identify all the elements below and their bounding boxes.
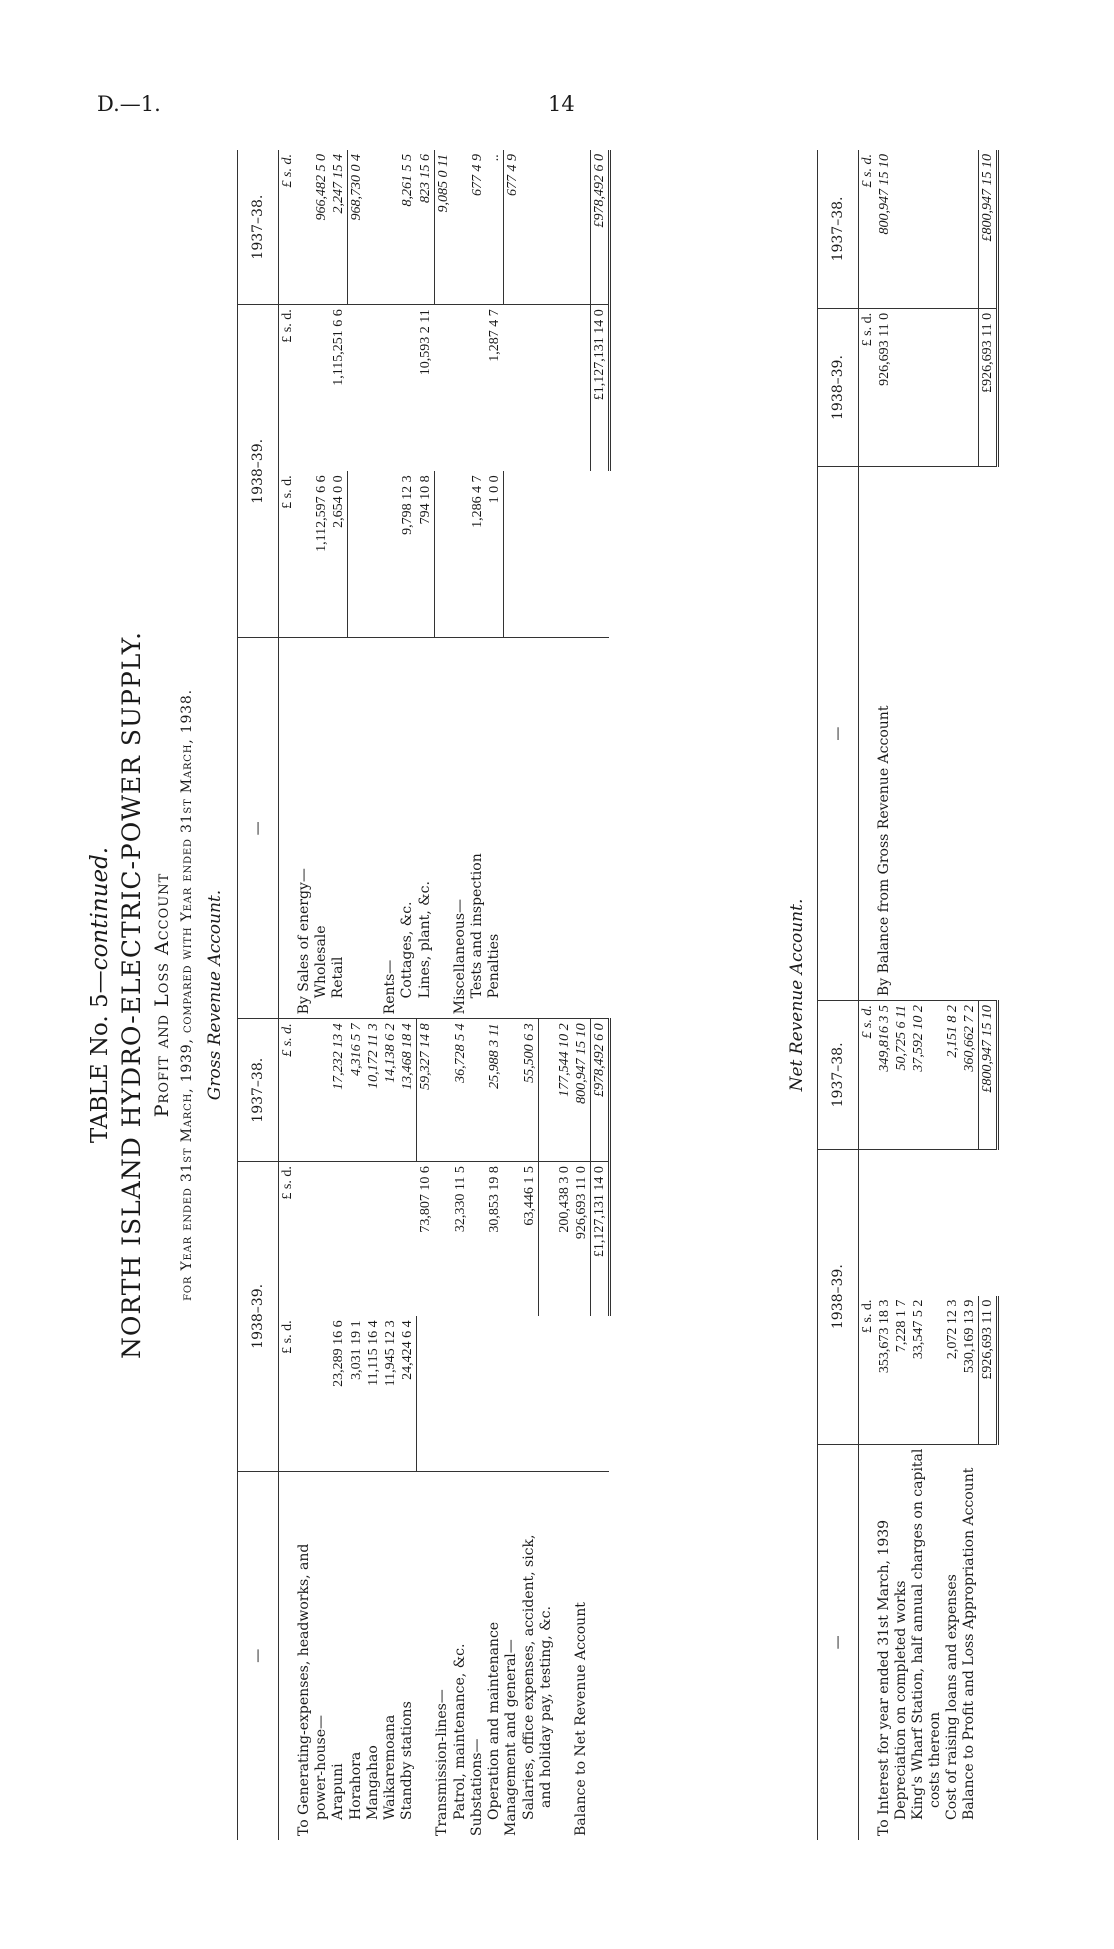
management-item: Salaries, office expenses, accident, sick,: [521, 1471, 539, 1840]
net-credit-total-current: £926,693 11 0: [979, 308, 998, 466]
substations-item: Operation and maintenance: [486, 1471, 504, 1840]
cottages-current: 9,798 12 3: [400, 475, 415, 535]
gross-lsd-row: [279, 150, 297, 1840]
net-item-label: Balance to Profit and Loss Appropriation Account: [961, 1444, 979, 1840]
net-item-label: King's Wharf Station, half annual charges on capital: [910, 1444, 927, 1840]
net-row-6: [961, 150, 979, 1840]
net-credit-current: 926,693 11 0: [876, 308, 893, 466]
gross-label-blank: [279, 1471, 297, 1840]
substations-current: 30,853 19 8: [486, 1162, 504, 1317]
transmission-head: Transmission-lines—: [434, 1471, 452, 1840]
station-previous: 17,232 13 4: [330, 1019, 348, 1162]
penalties-current: 1 0 0: [486, 471, 504, 638]
gross-debit-year-current: 1938–39.: [238, 1162, 279, 1471]
subtotal-current: 200,438 3 0: [556, 1162, 573, 1317]
station-previous: 14,138 6 2: [382, 1019, 399, 1162]
lines-label: Lines, plant, &c.: [417, 638, 435, 1019]
transmission-item: Patrol, maintenance, &c.: [452, 1471, 469, 1840]
rents-total-previous: 9,085 0 11: [435, 154, 451, 213]
station-previous: 13,468 18 4: [399, 1019, 417, 1162]
lsd-heading: £ s. d.: [280, 475, 295, 509]
gross-row-6: [382, 150, 399, 1840]
lsd-heading: £ s. d.: [279, 1162, 297, 1317]
retail-previous: 2,247 15 4: [330, 150, 348, 305]
station-current: 11,945 12 3: [383, 1320, 398, 1387]
station-label: Arapuni: [330, 1471, 348, 1840]
rents-head: Rents—: [382, 638, 399, 1019]
net-credit-previous: 800,947 15 10: [877, 154, 892, 235]
lsd-heading: £ s. d.: [280, 154, 295, 188]
gross-revenue-table: [237, 150, 611, 1840]
net-row-1: [876, 150, 893, 1840]
station-current: 11,115 16 4: [366, 1320, 381, 1386]
gross-row-16: [556, 150, 573, 1840]
wholesale-label: Wholesale: [313, 638, 330, 1019]
net-row-2: [893, 150, 910, 1840]
gross-row-1: [296, 150, 313, 1840]
retail-current: 2,654 0 0: [330, 471, 348, 638]
sales-head: By Sales of energy—: [296, 638, 313, 1019]
generating-intro-2: power-house—: [313, 1471, 330, 1840]
net-lsd-row: [859, 150, 877, 1840]
penalties-label: Penalties: [486, 638, 504, 1019]
net-credit-dash: —: [818, 467, 859, 1001]
station-label: Waikaremoana: [382, 1471, 399, 1840]
cottages-previous: 8,261 5 5: [400, 154, 415, 207]
gross-debit-total-previous: £978,492 6 0: [590, 1019, 609, 1162]
sales-total-previous: 968,730 0 4: [349, 154, 364, 221]
gross-row-14: [521, 150, 539, 1840]
gross-row-12: [486, 150, 504, 1840]
table-suffix: continued.: [87, 846, 113, 971]
generating-intro: To Generating-expenses, headworks, and: [296, 1471, 313, 1840]
lsd-heading: £ s. d.: [860, 1299, 875, 1334]
net-item-label: Cost of raising loans and expenses: [944, 1444, 961, 1840]
page-reference: D.—1.: [97, 92, 161, 116]
net-item-label: Depreciation on completed works: [893, 1444, 910, 1840]
substations-head: Substations—: [469, 1471, 486, 1840]
management-item-2: and holiday pay, testing, &c.: [538, 1471, 556, 1840]
misc-head: Miscellaneous—: [452, 638, 469, 1019]
station-label: Mangahao: [365, 1471, 382, 1840]
net-credit-year-current: 1938–39.: [818, 308, 859, 466]
net-revenue-heading: Net Revenue Account.: [787, 898, 807, 1092]
tests-previous: 677 4 9: [469, 154, 485, 196]
net-debit-year-previous: 1937–38.: [818, 1001, 859, 1150]
gross-credit-total-current: £1,127,131 14 0: [590, 305, 609, 472]
balance-current: 926,693 11 0: [573, 1162, 591, 1317]
net-item-previous: 349,816 3 5: [876, 1001, 893, 1150]
gross-row-11: [469, 150, 486, 1840]
transmission-previous: 36,728 5 4: [452, 1019, 469, 1162]
net-item-current: 2,072 12 3: [945, 1299, 960, 1360]
station-label: Horahora: [348, 1471, 366, 1840]
gross-credit-dash: —: [238, 638, 279, 1019]
gross-row-10: [452, 150, 469, 1840]
net-item-label: To Interest for year ended 31st March, 1939: [876, 1444, 893, 1840]
gross-row-17: [573, 150, 591, 1840]
station-current: 23,289 16 6: [331, 1320, 346, 1387]
misc-total-previous: 677 4 9: [504, 154, 520, 196]
net-item-previous: 360,662 7 2: [961, 1001, 979, 1150]
station-previous: 10,172 11 3: [365, 1019, 382, 1162]
net-debit-total-previous: £800,947 15 10: [979, 1001, 998, 1150]
gross-credit-total-previous: £978,492 6 0: [590, 150, 609, 305]
gross-credit-year-current: 1938–39.: [238, 305, 279, 638]
lines-current: 794 10 8: [417, 471, 435, 638]
net-item-label: costs thereon: [927, 1444, 944, 1840]
gross-row-9: [434, 150, 452, 1840]
gross-row-15: [538, 150, 556, 1840]
sales-total-current: 1,115,251 6 6: [330, 305, 348, 472]
rents-total-current: 10,593 2 11: [417, 305, 435, 472]
table-title: NORTH ISLAND HYDRO-ELECTRIC-POWER SUPPLY.: [117, 631, 146, 1360]
net-row-4: [927, 150, 944, 1840]
table-period: for Year ended 31st March, 1939, compared with Year ended 31st March, 1938.: [179, 689, 195, 1301]
net-credit-total-previous: £800,947 15 10: [979, 150, 998, 308]
gross-total-row: [590, 150, 609, 1840]
station-current: 24,424 6 4: [399, 1316, 417, 1471]
lines-previous: 823 15 6: [417, 150, 435, 305]
net-item-previous: 2,151 8 2: [944, 1001, 961, 1150]
gross-row-8: [417, 150, 435, 1840]
station-current: 3,031 19 1: [348, 1320, 364, 1380]
gross-debit-year-previous: 1937–38.: [238, 1019, 279, 1162]
station-previous: 4,316 5 7: [348, 1019, 366, 1162]
net-item-current: 353,673 18 3: [877, 1299, 892, 1374]
gross-debit-total-current: £1,127,131 14 0: [590, 1162, 609, 1317]
gross-row-5: [365, 150, 382, 1840]
balance-label: Balance to Net Revenue Account: [573, 1471, 591, 1840]
gross-header-row: [238, 150, 279, 1840]
page-number: 14: [548, 92, 575, 116]
net-item-current: 530,169 13 9: [961, 1296, 979, 1444]
gross-revenue-heading: Gross Revenue Account.: [205, 889, 225, 1101]
lsd-heading: £ s. d.: [279, 305, 297, 472]
lsd-heading: £ s. d.: [859, 308, 877, 466]
net-row-3: [910, 150, 927, 1840]
gross-row-7: [399, 150, 417, 1840]
net-debit-year-current: 1938–39.: [818, 1149, 859, 1444]
rotated-table-sheet: [87, 150, 1037, 1840]
tests-current: 1,286 4 7: [469, 475, 485, 528]
gross-credit-year-previous: 1937–38.: [238, 150, 279, 305]
balance-previous: 800,947 15 10: [573, 1019, 591, 1162]
net-item-current: 33,547 5 2: [911, 1299, 926, 1360]
table-prefix: TABLE No. 5—: [87, 970, 113, 1144]
gross-row-4: [348, 150, 366, 1840]
penalties-previous: ..: [486, 150, 504, 305]
lsd-heading: £ s. d.: [860, 154, 875, 188]
gross-credit-lsd-blank: [279, 638, 297, 1019]
gross-row-3: [330, 150, 348, 1840]
tests-label: Tests and inspection: [469, 638, 486, 1019]
lsd-heading: £ s. d.: [279, 1019, 297, 1162]
cottages-label: Cottages, &c.: [399, 638, 417, 1019]
net-header-row: [818, 150, 859, 1840]
net-row-5: [944, 150, 961, 1840]
net-credit-year-previous: 1937–38.: [818, 150, 859, 308]
misc-total-current: 1,287 4 7: [486, 305, 504, 472]
net-debit-total-current: £926,693 11 0: [979, 1296, 998, 1444]
wholesale-current: 1,112,597 6 6: [314, 475, 329, 552]
lsd-heading: £ s. d.: [859, 1001, 877, 1150]
gross-debit-dash: —: [238, 1471, 279, 1840]
wholesale-previous: 966,482 5 0: [314, 154, 329, 221]
subtotal-previous: 177,544 10 2: [556, 1019, 573, 1162]
lsd-heading: £ s. d.: [280, 1320, 295, 1354]
generating-total-previous: 59,327 14 8: [417, 1019, 435, 1162]
net-item-current: 7,228 1 7: [894, 1299, 909, 1353]
net-item-previous: 50,725 6 11: [893, 1001, 910, 1150]
station-label: Standby stations: [399, 1471, 417, 1840]
net-credit-label: By Balance from Gross Revenue Account: [876, 467, 893, 1001]
table-number: [87, 150, 113, 1840]
transmission-current: 32,330 11 5: [452, 1162, 469, 1317]
retail-label: Retail: [330, 638, 348, 1019]
substations-previous: 25,988 3 11: [486, 1019, 504, 1162]
net-debit-dash: —: [818, 1444, 859, 1840]
management-previous: 55,500 6 3: [521, 1019, 539, 1162]
net-item-previous: 37,592 10 2: [910, 1001, 927, 1150]
net-revenue-table: [817, 150, 999, 1840]
management-current: 63,446 1 5: [521, 1162, 539, 1317]
net-total-row: [979, 150, 998, 1840]
gross-row-2: [313, 150, 330, 1840]
table-subtitle: Profit and Loss Account: [151, 872, 173, 1118]
management-head: Management and general—: [503, 1471, 521, 1840]
gross-row-13: [503, 150, 521, 1840]
generating-total-current: 73,807 10 6: [417, 1162, 435, 1317]
